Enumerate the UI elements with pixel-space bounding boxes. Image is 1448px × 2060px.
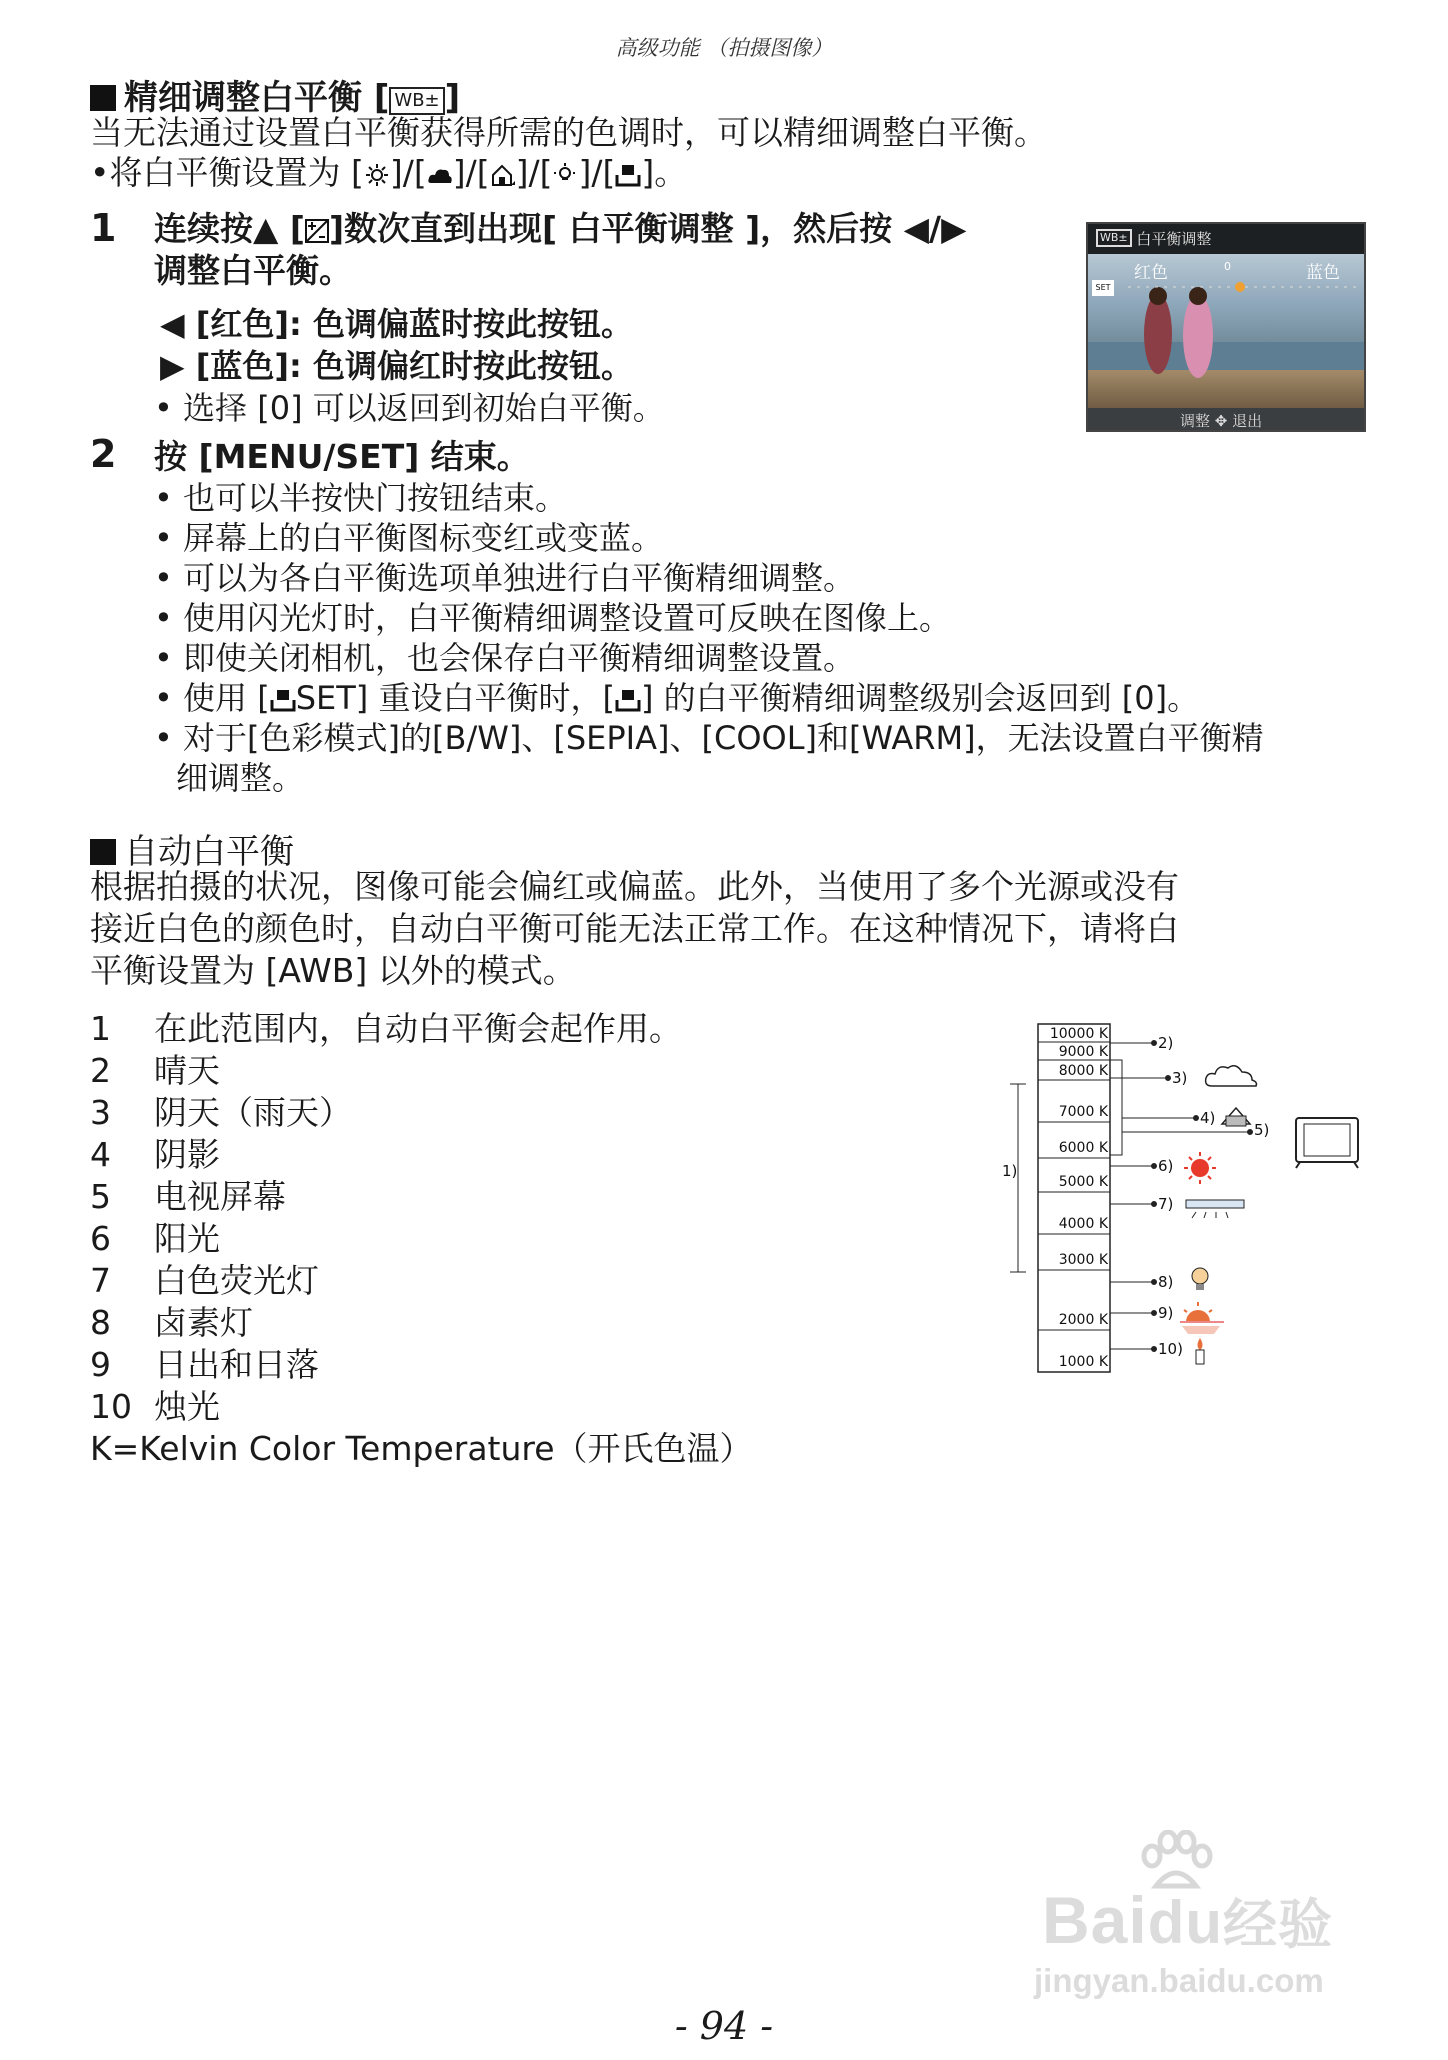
candle-icon: [1196, 1338, 1204, 1364]
legend-number: 10: [90, 1387, 132, 1426]
white-set-icon: [615, 688, 641, 712]
screen-adjust-label: 调整: [1180, 412, 1211, 430]
legend-text: 阴天（雨天）: [154, 1093, 352, 1132]
legend-number: 1: [90, 1009, 111, 1048]
pointer-label-2: 2): [1158, 1034, 1174, 1052]
wb-adjust-icon: WB±: [389, 87, 444, 115]
legend-text: 晴天: [154, 1051, 220, 1090]
pointer-label-10: 10): [1158, 1340, 1183, 1358]
section2-para-1: 根据拍摄的状况，图像可能会偏红或偏蓝。此外，当使用了多个光源或没有: [90, 867, 1179, 906]
scale-label-4000k: 4000 K: [1058, 1216, 1108, 1232]
legend-number: 9: [90, 1345, 111, 1384]
pointer-label-6: 6): [1158, 1157, 1174, 1175]
step2-bullet-3: • 可以为各白平衡选项单独进行白平衡精细调整。: [154, 559, 856, 597]
legend-text: 阳光: [154, 1219, 220, 1258]
section1-intro: 当无法通过设置白平衡获得所需的色调时，可以精细调整白平衡。: [90, 113, 1047, 152]
legend-item-8: [90, 1302, 253, 1344]
bullet-sep: ]/[: [515, 153, 553, 192]
legend-number: 7: [90, 1261, 111, 1300]
sunset-icon: [1180, 1302, 1224, 1334]
sun-icon: [1184, 1152, 1216, 1184]
watermark-brand2: du: [1147, 1889, 1224, 1956]
square-bullet-icon: [90, 85, 116, 111]
step-1-number: 1: [90, 206, 117, 250]
scale-label-3000k: 3000 K: [1058, 1252, 1108, 1268]
step-1-line1: [154, 208, 966, 250]
legend-item-1: [90, 1008, 682, 1050]
legend-item-10: [90, 1386, 220, 1428]
scale-label-5000k: 5000 K: [1058, 1174, 1108, 1190]
bullet-sep: ]/[: [452, 153, 490, 192]
legend-text: 在此范围内，自动白平衡会起作用。: [154, 1009, 682, 1048]
bullet-end: ]。: [641, 153, 688, 192]
pointer-label-8: 8): [1158, 1273, 1174, 1291]
step1-note: • 选择 [0] 可以返回到初始白平衡。: [154, 389, 665, 427]
scale-label-2000k: 2000 K: [1058, 1312, 1108, 1328]
legend-item-3: [90, 1092, 352, 1134]
exposure-icon: [305, 219, 329, 243]
watermark-brand3: 经验: [1223, 1895, 1334, 1955]
screen-title-text: 白平衡调整: [1136, 230, 1212, 248]
pointer-label-9: 9): [1158, 1304, 1174, 1322]
step1-text-a: 连续按▲ [: [154, 209, 305, 248]
step-2-number: 2: [90, 432, 117, 476]
step1-blue-option: ▶ [蓝色]: 色调偏红时按此按钮。: [160, 347, 633, 385]
pointer-label-4: 4): [1200, 1109, 1216, 1127]
scale-label-8000k: 8000 K: [1058, 1063, 1108, 1079]
pointer-label-3: 3): [1172, 1069, 1188, 1087]
white-set-icon: [615, 163, 641, 187]
pointer-label-7: 7): [1158, 1195, 1174, 1213]
scale-label-1000k: 1000 K: [1058, 1354, 1108, 1370]
wb-adjust-slider: [1128, 280, 1360, 294]
legend-number: 6: [90, 1219, 111, 1258]
bulb-icon: [1192, 1268, 1208, 1290]
step-2-text: 按 [MENU/SET] 结束。: [154, 437, 530, 476]
legend-text: 日出和日落: [154, 1345, 319, 1384]
legend-item-7: [90, 1260, 319, 1302]
step-1-line2: 调整白平衡。: [154, 251, 352, 290]
bullet-prefix: •将白平衡设置为 [: [90, 153, 364, 192]
step1-text-b: ]数次直到出现[ 白平衡调整 ]，然后按 ◀/▶: [328, 209, 967, 248]
cloud-icon: [427, 163, 453, 187]
legend-text: 阴影: [154, 1135, 220, 1174]
camera-screen: [1086, 222, 1366, 432]
step1-red-option: ◀ [红色]: 色调偏蓝时按此按钮。: [160, 305, 633, 343]
step2-bullet-2: • 屏幕上的白平衡图标变红或变蓝。: [154, 519, 664, 557]
bullet6-text-a: • 使用 [: [154, 679, 270, 717]
section-title-text: 精细调整白平衡 [: [124, 78, 390, 118]
square-bullet-icon: [90, 839, 116, 865]
section2-para-3: 平衡设置为 [AWB] 以外的模式。: [90, 951, 576, 990]
kelvin-note: K=Kelvin Color Temperature（开氏色温）: [90, 1429, 753, 1468]
screen-wb-icon: WB±: [1096, 229, 1132, 247]
section2-para-2: 接近白色的颜色时，自动白平衡可能无法正常工作。在这种情况下，请将白: [90, 909, 1179, 948]
legend-text: 卤素灯: [154, 1303, 253, 1342]
scale-label-9000k: 9000 K: [1058, 1044, 1108, 1060]
scale-label-6000k: 6000 K: [1058, 1140, 1108, 1156]
screen-zero-label: 0: [1224, 260, 1231, 273]
screen-title: [1096, 228, 1211, 249]
step2-bullet-6: [154, 678, 1199, 718]
bullet-sep: ]/[: [578, 153, 616, 192]
color-temperature-diagram: [1000, 1020, 1372, 1380]
screen-wb-mode-icon: SET: [1092, 280, 1114, 296]
bullet-sep: ]/[: [389, 153, 427, 192]
step2-bullet-1: • 也可以半按快门按钮结束。: [154, 479, 568, 517]
watermark-brand: Bai: [1042, 1883, 1148, 1957]
screen-bottom-hint: 调整 ✥ 退出: [1180, 412, 1263, 430]
section-title-end: ]: [444, 78, 461, 118]
legend-text: 白色荧光灯: [154, 1261, 319, 1300]
legend-number: 4: [90, 1135, 111, 1174]
legend-item-6: [90, 1218, 220, 1260]
paw-icon: [1136, 1830, 1216, 1894]
legend-item-9: [90, 1344, 319, 1386]
section1-bullet: [90, 152, 687, 194]
legend-item-4: [90, 1134, 220, 1176]
shade-icon: [490, 163, 516, 187]
screen-red-label: 红色: [1134, 263, 1168, 283]
scale-label-10000k: 10000 K: [1049, 1026, 1108, 1042]
legend-number: 2: [90, 1051, 111, 1090]
step2-bullet-7: • 对于[色彩模式]的[B/W]、[SEPIA]、[COOL]和[WARM]，无法设置白平衡精: [154, 719, 1264, 757]
beach-photo: [1088, 224, 1364, 430]
scale-label-7000k: 7000 K: [1058, 1104, 1108, 1120]
fluorescent-icon: [1186, 1200, 1244, 1218]
watermark-url: jingyan.baidu.com: [1034, 1962, 1324, 1999]
shade-icon: [1222, 1108, 1250, 1126]
pointer-label-5: 5): [1254, 1121, 1270, 1139]
screen-blue-label: 蓝色: [1306, 263, 1340, 283]
section2-title-text: 自动白平衡: [124, 832, 294, 872]
bullet6-text-b: SET] 重设白平衡时，[: [295, 679, 615, 717]
legend-number: 8: [90, 1303, 111, 1342]
sun-icon: [364, 163, 390, 187]
legend-item-5: [90, 1176, 286, 1218]
tv-icon: [1296, 1118, 1358, 1168]
step2-bullet-7-cont: 细调整。: [176, 759, 305, 797]
legend-number: 3: [90, 1093, 111, 1132]
legend-item-2: [90, 1050, 220, 1092]
legend-text: 电视屏幕: [154, 1177, 286, 1216]
legend-number: 5: [90, 1177, 111, 1216]
screen-exit-label: 退出: [1232, 412, 1263, 430]
legend-text: 烛光: [154, 1387, 220, 1426]
page-header: 高级功能 （拍摄图像）: [615, 36, 833, 60]
range-label-1: 1): [1002, 1162, 1018, 1180]
step2-bullet-4: • 使用闪光灯时，白平衡精细调整设置可反映在图像上。: [154, 599, 952, 637]
cloud-icon: [1206, 1066, 1257, 1086]
step2-bullet-5: • 即使关闭相机，也会保存白平衡精细调整设置。: [154, 639, 856, 677]
incandescent-icon: [552, 163, 578, 187]
white-set-icon: [270, 688, 296, 712]
page-number: - 94 -: [674, 2004, 774, 2048]
bullet6-text-c: ] 的白平衡精细调整级别会返回到 [0]。: [640, 679, 1200, 717]
